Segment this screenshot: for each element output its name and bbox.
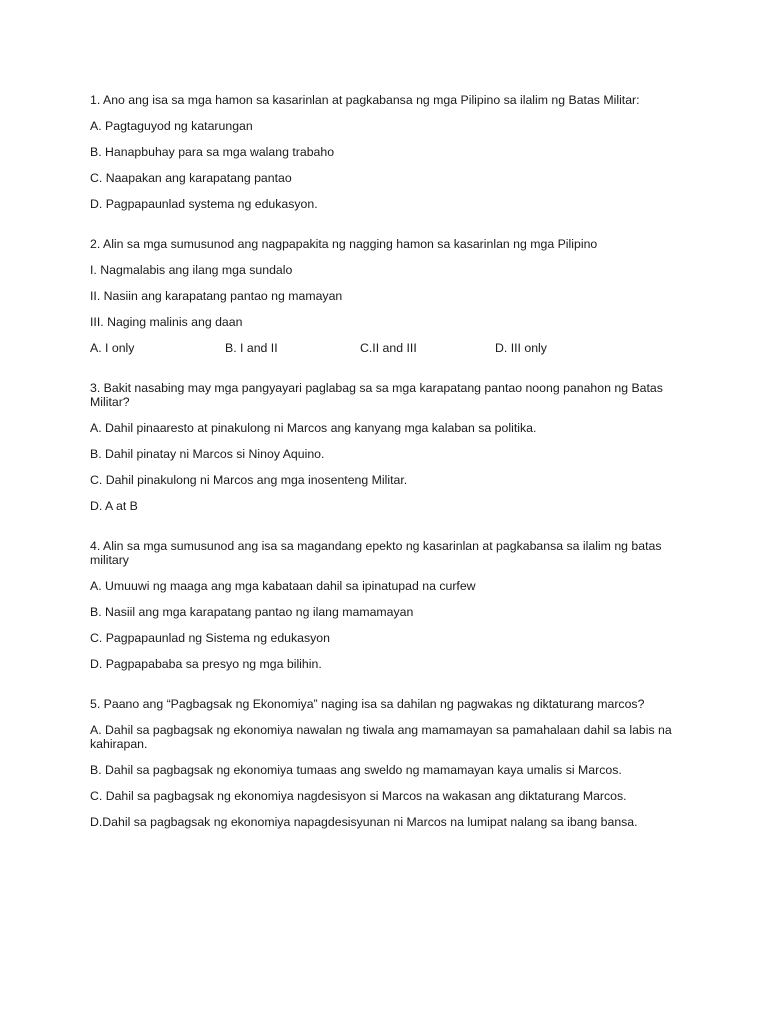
answer-option: A. Pagtaguyod ng katarungan (90, 119, 253, 133)
answer-option: C. Dahil pinakulong ni Marcos ang mga inosenteng Militar. (90, 473, 408, 487)
answer-option: D. Pagpapababa sa presyo ng mga bilihin. (90, 657, 322, 671)
answer-option: C. Dahil sa pagbagsak ng ekonomiya nagdesisyon si Marcos na wakasan ang diktaturang Marcos. (90, 789, 627, 803)
question-text: 5. Paano ang “Pagbagsak ng Ekonomiya” naging isa sa dahilan ng pagwakas ng diktaturang marcos? (90, 697, 645, 711)
question-4 (90, 539, 686, 671)
answer-option: D. A at B (90, 499, 138, 513)
question-text: 2. Alin sa mga sumusunod ang nagpapakita ng nagging hamon sa kasarinlan ng mga Pilipino (90, 237, 598, 251)
question-2 (90, 237, 686, 355)
question-1 (90, 93, 686, 211)
answer-option: D.Dahil sa pagbagsak ng ekonomiya napagdesisyunan ni Marcos na lumipat nalang sa ibang bansa. (90, 815, 638, 829)
question-3 (90, 381, 686, 513)
answer-option: B. Nasiil ang mga karapatang pantao ng ilang mamamayan (90, 605, 414, 619)
answer-option: B. Hanapbuhay para sa mga walang trabaho (90, 145, 335, 159)
statement-item: I. Nagmalabis ang ilang mga sundalo (90, 263, 293, 277)
document-page (90, 93, 686, 855)
answer-choices-row (90, 341, 686, 355)
answer-option: A. I only (90, 341, 135, 355)
question-text: 1. Ano ang isa sa mga hamon sa kasarinlan at pagkabansa ng mga Pilipino sa ilalim ng Batas Militar: (90, 93, 640, 107)
answer-option: B. I and II (225, 341, 278, 355)
answer-option: A. Umuuwi ng maaga ang mga kabataan dahil sa ipinatupad na curfew (90, 579, 476, 593)
answer-option: C.II and III (360, 341, 417, 355)
answer-option: D. Pagpapaunlad systema ng edukasyon. (90, 197, 318, 211)
answer-option: D. III only (495, 341, 547, 355)
answer-option: A. Dahil sa pagbagsak ng ekonomiya nawalan ng tiwala ang mamamayan sa pamahalaan dahil sa labis na kahirapan. (90, 723, 672, 751)
question-5 (90, 697, 686, 829)
answer-option: B. Dahil sa pagbagsak ng ekonomiya tumaas ang sweldo ng mamamayan kaya umalis si Marcos. (90, 763, 622, 777)
question-text: 3. Bakit nasabing may mga pangyayari paglabag sa sa mga karapatang pantao noong panahon ng Batas Militar? (90, 381, 663, 409)
answer-option: A. Dahil pinaaresto at pinakulong ni Marcos ang kanyang mga kalaban sa politika. (90, 421, 537, 435)
statement-item: III. Naging malinis ang daan (90, 315, 243, 329)
answer-option: B. Dahil pinatay ni Marcos si Ninoy Aquino. (90, 447, 325, 461)
question-text: 4. Alin sa mga sumusunod ang isa sa magandang epekto ng kasarinlan at pagkabansa sa ilalim ng batas military (90, 539, 662, 567)
answer-option: C. Pagpapaunlad ng Sistema ng edukasyon (90, 631, 330, 645)
answer-option: C. Naapakan ang karapatang pantao (90, 171, 292, 185)
statement-item: II. Nasiin ang karapatang pantao ng mamayan (90, 289, 343, 303)
